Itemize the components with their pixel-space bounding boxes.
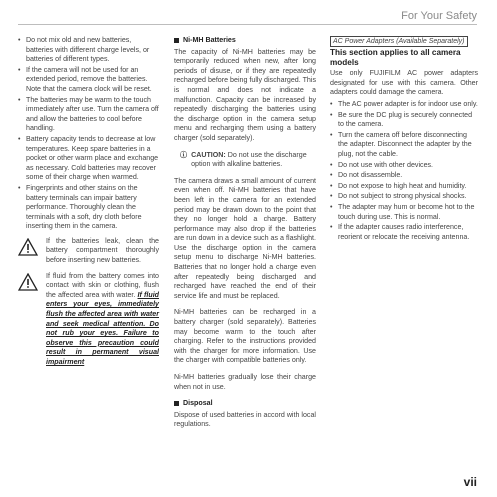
list-item: • Turn the camera off before disconnecting the adapter. Disconnect the adapter by the plug, not the cable.: [330, 131, 478, 160]
header-divider: [18, 24, 477, 25]
page-header-title: For Your Safety: [401, 10, 477, 22]
paragraph: The capacity of Ni-MH batteries may be temporarily reduced when new, after long periods of disuse, or if they are repeatedly recharged before being fully discharged. This is normal and does not indicate a malfunction. Capacity can be increased by repeatedly discharging the batteries using the discharge option in the camera setup menu and recharging them using a battery charger (sold separately).: [174, 47, 316, 142]
ac-adapter-heading: AC Power Adapters (Available Separately): [330, 36, 468, 47]
square-bullet-icon: [174, 401, 179, 406]
list-item: • Battery capacity tends to decrease at low temperatures. Keep spare batteries in a pocket or other warm place and exchange as necessary. Cold batteries may recover some of their charge when warmed.: [18, 135, 159, 183]
warning-triangle-icon: [18, 272, 40, 368]
warning-text-normal: If fluid from the battery comes into contact with skin or clothing, flush the affected area with water.: [46, 271, 159, 299]
battery-tips-list: [18, 36, 159, 232]
page-number: vii: [463, 475, 477, 489]
list-item: • The adapter may hum or become hot to the touch during use. This is normal.: [330, 203, 478, 222]
list-item: • The batteries may be warm to the touch immediately after use. Turn the camera off and allow the batteries to cool before handling.: [18, 96, 159, 134]
list-item: • Do not subject to strong physical shocks.: [330, 192, 478, 202]
section-heading-nimh: [174, 36, 316, 46]
section-heading-text: Ni-MH Batteries: [183, 36, 236, 44]
warning-block-leak: [18, 237, 159, 266]
caution-text-wrap: [191, 151, 316, 170]
caution-label: CAUTION:: [191, 150, 226, 159]
list-item: • Do not disassemble.: [330, 171, 478, 181]
list-item: • Be sure the DC plug is securely connected to the camera.: [330, 111, 478, 130]
paragraph: The camera draws a small amount of current even when off. Ni-MH batteries that have been left in the camera for an extended period may be drawn down to the point that they no longer hold a charge. Battery performance may also drop if the batteries are run down in a device such as a flashlight. Use the discharge option in the camera setup menu to discharge Ni-MH batteries. Batteries that no longer hold a charge even after repeatedly being discharged and recharged have reached the end of their service life and must be replaced.: [174, 176, 316, 300]
ac-adapter-subheading: This section applies to all camera models: [330, 48, 461, 67]
list-item: • Fingerprints and other stains on the battery terminals can impair battery performance. Thoroughly clean the terminals with a soft, dry cloth before inserting them in the camera.: [18, 184, 159, 232]
paragraph: Use only FUJIFILM AC power adapters designated for use with this camera. Other adapters could damage the camera.: [330, 69, 478, 97]
warning-text: [46, 272, 159, 368]
section-heading-disposal: [174, 399, 316, 409]
ac-adapter-list: [330, 100, 478, 242]
warning-block-fluid: [18, 272, 159, 368]
section-heading-text: Disposal: [183, 399, 213, 408]
paragraph: Ni-MH batteries can be recharged in a battery charger (sold separately). Batteries may become warm to the touch after charging. Refer to the instructions provided with the charger for more information. Use the charger with compatible batteries only.: [174, 308, 316, 365]
square-bullet-icon: [174, 38, 179, 43]
column-2: [174, 36, 316, 437]
column-1: [18, 36, 159, 374]
caution-text: Do not use the discharge option with alkaline batteries.: [191, 150, 307, 169]
ac-adapter-heading-wrap: [330, 36, 478, 47]
warning-text-emphasis: If fluid enters your eyes, immediately flush the affected area with water and seek medical attention. Do not rub your eyes. Failure to observe this precaution could result in permanent visual impairment: [46, 290, 159, 366]
caution-icon: ⓘ: [180, 150, 188, 159]
column-3: [330, 36, 478, 243]
list-item: • Do not expose to high heat and humidity.: [330, 182, 478, 192]
list-item: • Do not use with other devices.: [330, 161, 478, 171]
paragraph: Dispose of used batteries in accord with local regulations.: [174, 410, 316, 429]
warning-text: If the batteries leak, clean the battery compartment thoroughly before inserting new batteries.: [46, 236, 159, 265]
list-item: • The AC power adapter is for indoor use only.: [330, 100, 478, 110]
list-item: • If the camera will not be used for an extended period, remove the batteries. Note that the camera clock will be reset.: [18, 66, 159, 95]
warning-triangle-icon: [18, 237, 40, 266]
paragraph: Ni-MH batteries gradually lose their charge when not in use.: [174, 373, 316, 391]
list-item: • Do not mix old and new batteries, batteries with different charge levels, or batteries of different types.: [18, 36, 159, 65]
caution-note: [174, 151, 316, 170]
list-item: • If the adapter causes radio interference, reorient or relocate the receiving antenna.: [330, 223, 478, 242]
